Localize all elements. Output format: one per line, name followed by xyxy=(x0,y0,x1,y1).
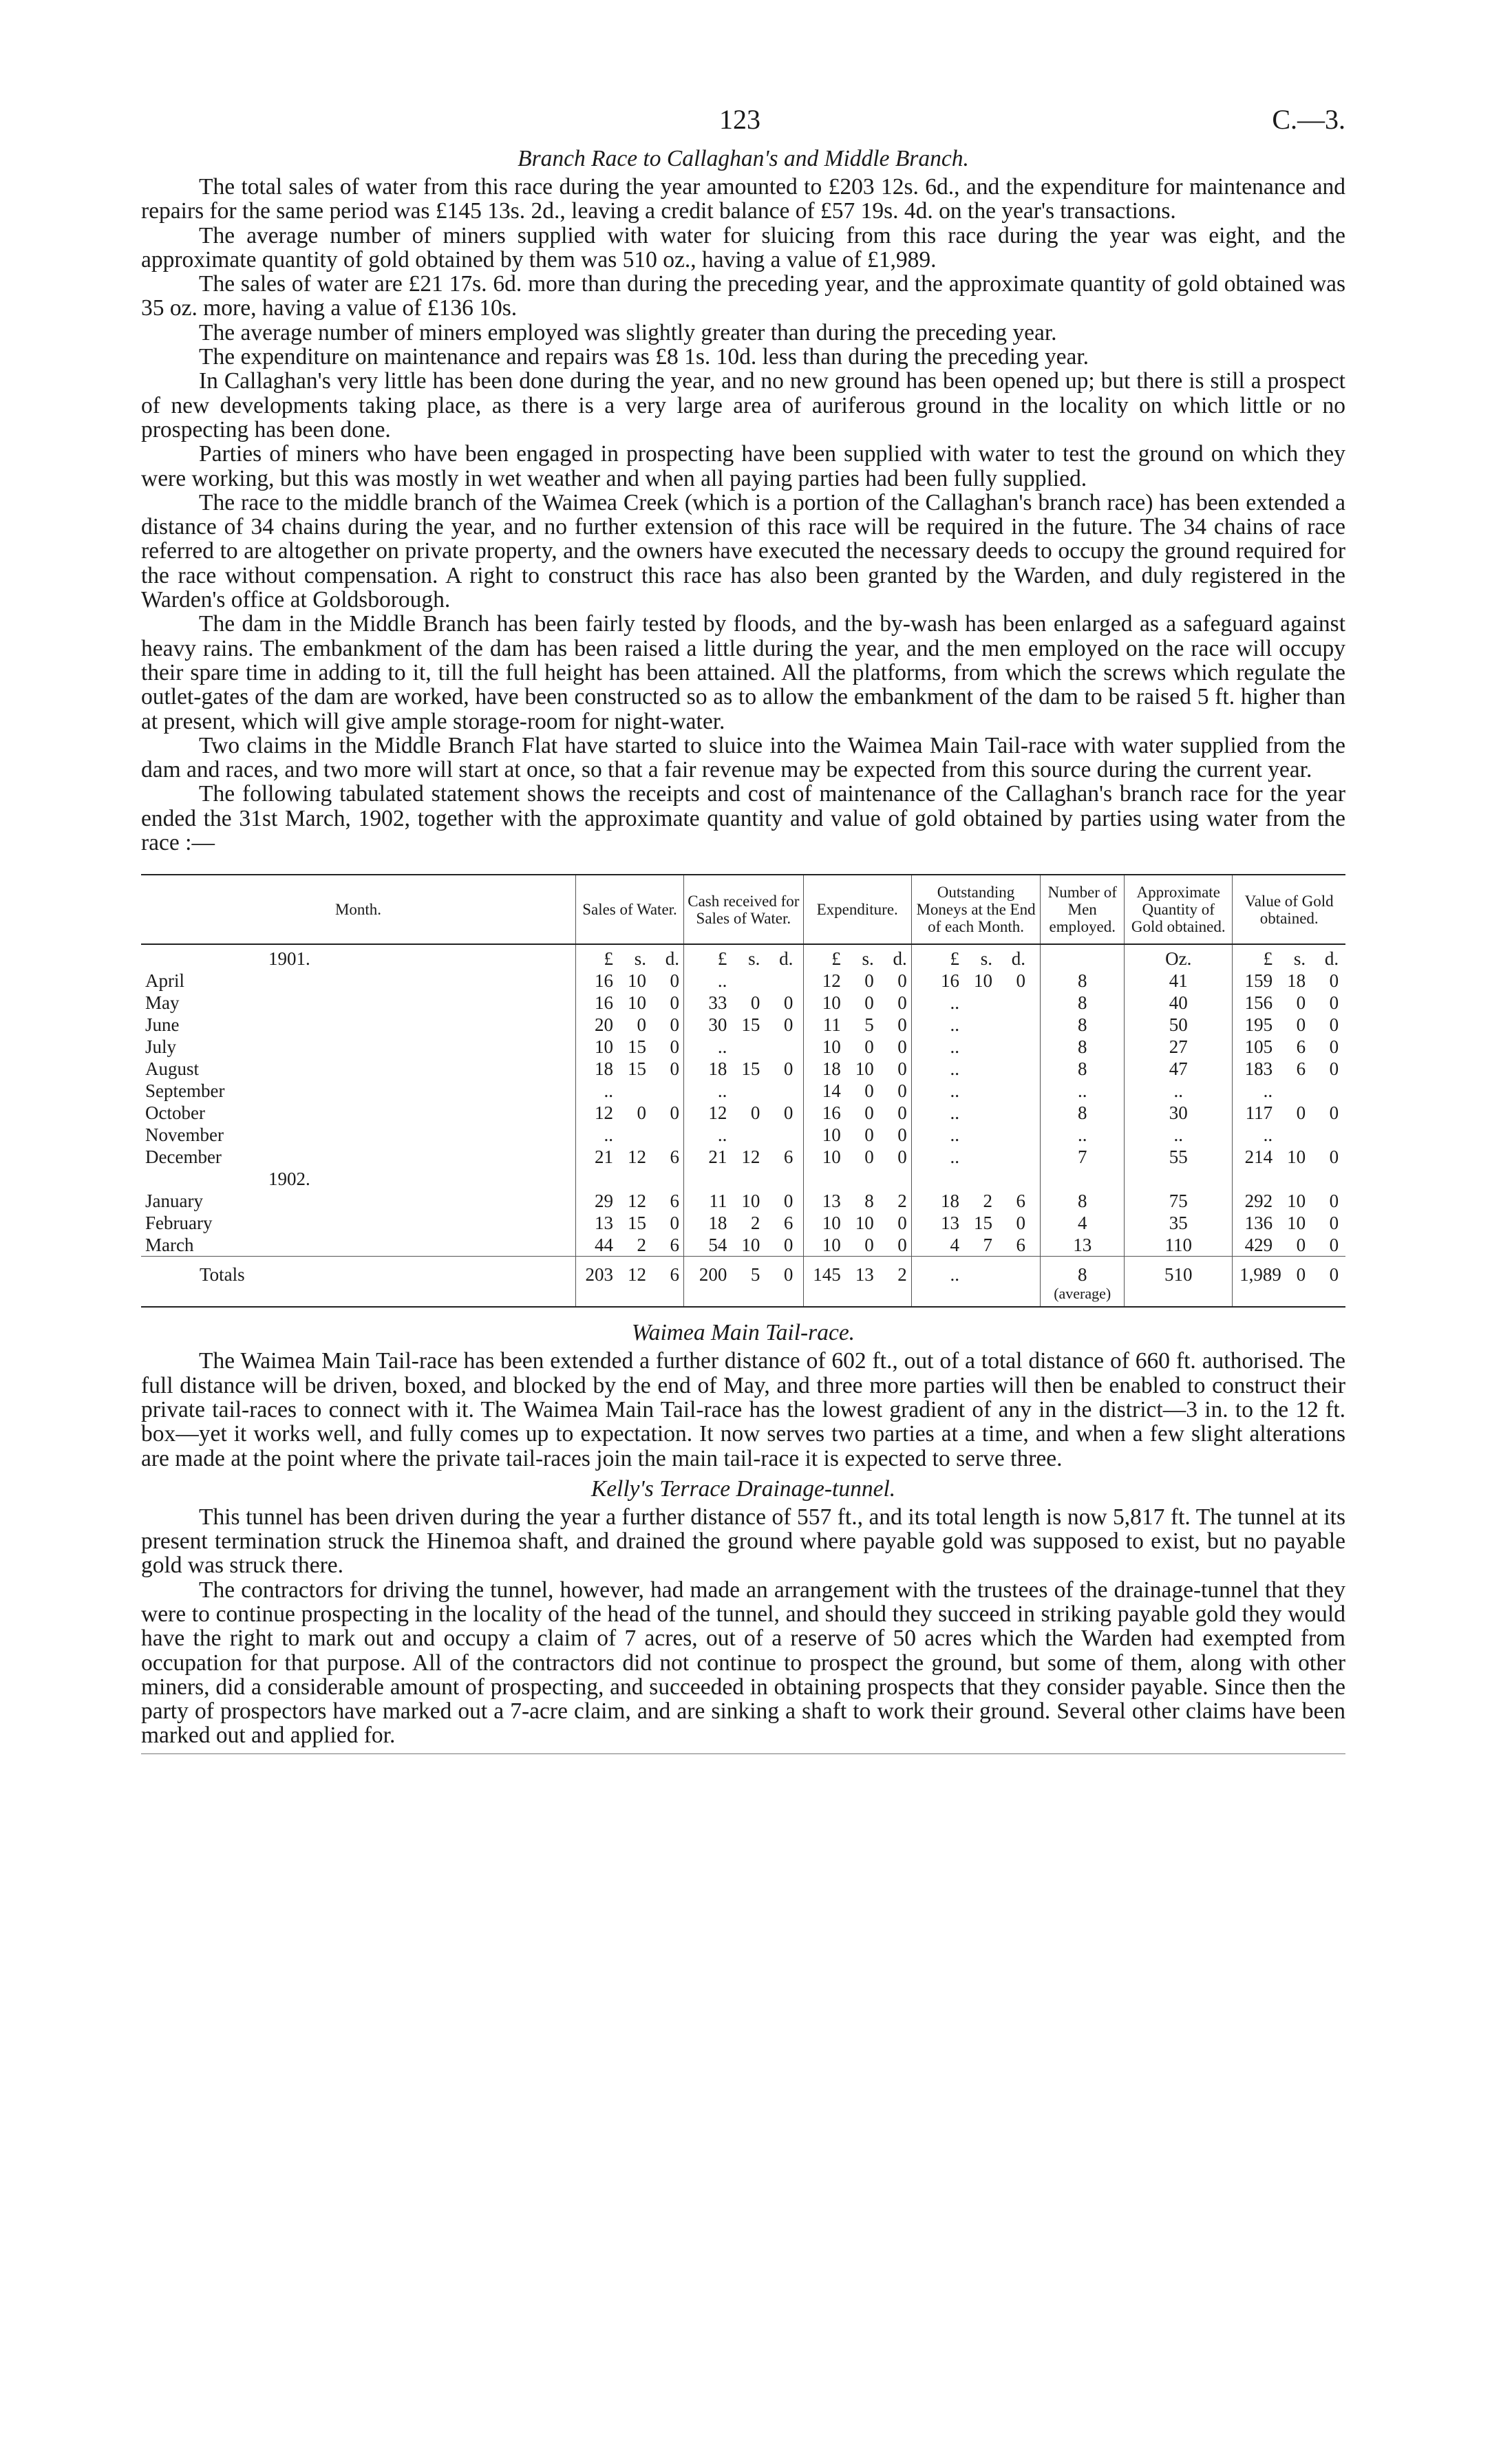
month-cell: February xyxy=(145,1213,213,1234)
men-cell: 7 xyxy=(1041,1146,1125,1168)
month-cell: January xyxy=(145,1191,203,1212)
men-cell: 8 xyxy=(1041,1058,1125,1080)
men-cell: 8 xyxy=(1041,992,1125,1014)
gold-qty-cell: 50 xyxy=(1125,1014,1233,1036)
men-cell: 13 xyxy=(1041,1234,1125,1257)
table-row: April 16 10 0 .. 12 0 0 16 10 0 8 41 159 18 0 xyxy=(141,970,1345,992)
gold-qty-cell: 110 xyxy=(1125,1234,1233,1257)
men-cell: 8 xyxy=(1041,1014,1125,1036)
paragraph: This tunnel has been driven during the year a further distance of 557 ft., and its total length is now 5,817 ft. The tunnel at its present termination struck the Hinemoa shaft, and drained the ground where payable gold was supposed to exist, but no payable gold was struck there. xyxy=(141,1504,1345,1579)
month-cell: May xyxy=(145,992,180,1014)
page xyxy=(141,103,1345,1754)
paragraph: The contractors for driving the tunnel, however, had made an arrangement with the trustees of the drainage-tunnel that they were to continue prospecting in the locality of the head of the tunnel, and should they succeed in striking payable gold they would have the right to mark out and occupy a claim of 7 acres, out of a reserve of 50 acres which the Warden had exempted from occupation for that purpose. All of the contractors did not continue to prospect the ground, but some of them, along with other miners, did a considerable amount of prospecting, and succeeded in obtaining prospects that they consider payable. Since then the party of prospectors have marked out a 7-acre claim, and are sinking a shaft to work their ground. Several other claims have been marked out and applied for. xyxy=(141,1577,1345,1749)
table-row: August 18 15 0 18 15 0 18 10 0 .. 8 47 183 6 0 xyxy=(141,1058,1345,1080)
month-cell: August xyxy=(145,1058,200,1080)
men-cell: 8 xyxy=(1041,1102,1125,1124)
gold-qty-cell: 40 xyxy=(1125,992,1233,1014)
paragraph: The dam in the Middle Branch has been fairly tested by floods, and the by-wash has been enlarged as a safeguard against heavy rains. The embankment of the dam has been raised a little during the year, and the men employed on the race will occupy their spare time in adding to it, till the full height has been attained. All the platforms, from which the screws which regulate the outlet-gates of the dam are worked, have been constructed so as to allow the embankment of the dam to be raised 5 ft. higher than at present, which will give ample storage-room for night-water. xyxy=(141,611,1345,734)
table-header-row xyxy=(141,875,1345,944)
men-cell: 8 (average) xyxy=(1041,1257,1125,1308)
gold-qty-cell: 75 xyxy=(1125,1190,1233,1212)
month-cell: November xyxy=(145,1124,224,1146)
men-cell: .. xyxy=(1041,1080,1125,1102)
table-row: January 29 12 6 11 10 0 13 8 2 18 2 6 8 75 292 10 0 xyxy=(141,1190,1345,1212)
gold-qty-cell: 30 xyxy=(1125,1102,1233,1124)
race-statement-table xyxy=(141,874,1345,1308)
col-expenditure: Expenditure. xyxy=(803,875,911,944)
men-cell: 8 xyxy=(1041,1190,1125,1212)
gold-qty-cell: 41 xyxy=(1125,970,1233,992)
men-cell: .. xyxy=(1041,1124,1125,1146)
gold-qty-cell: .. xyxy=(1125,1124,1233,1146)
year-label: 1902. xyxy=(268,1169,310,1190)
table-row: December 21 12 6 21 12 6 10 0 0 .. 7 55 214 10 0 xyxy=(141,1146,1345,1168)
month-cell: April xyxy=(145,970,184,992)
paragraph: The race to the middle branch of the Waimea Creek (which is a portion of the Callaghan's branch race) has been extended a distance of 34 chains during the year, and no further extension of this race will be required in the future. The 34 chains of race referred to are altogether on private property, and the owners have executed the necessary deeds to occupy the ground required for the race without compensation. A right to construct this race has also been granted by the Warden, and duly registered in the Warden's office at Goldsborough. xyxy=(141,489,1345,613)
month-cell: March xyxy=(145,1235,194,1256)
month-cell: September xyxy=(145,1080,225,1102)
gold-qty-cell: 55 xyxy=(1125,1146,1233,1168)
year-row xyxy=(141,1168,1345,1190)
table-row: September .. .. 14 0 0 .. .. .. .. xyxy=(141,1080,1345,1102)
paragraph: The following tabulated statement shows the receipts and cost of maintenance of the Callaghan's branch race for the year ended the 31st March, 1902, together with the approximate quantity and value of gold obtained by parties using water from the race :— xyxy=(141,781,1345,856)
month-cell: July xyxy=(145,1036,177,1058)
page-number: 123 xyxy=(719,104,760,135)
gold-qty-cell: 27 xyxy=(1125,1036,1233,1058)
month-cell: October xyxy=(145,1102,205,1124)
month-cell: December xyxy=(145,1147,222,1168)
table-row: May 16 10 0 33 0 0 10 0 0 .. 8 40 156 0 0 xyxy=(141,992,1345,1014)
col-sales: Sales of Water. xyxy=(576,875,684,944)
running-header xyxy=(141,103,1345,145)
table-row: October 12 0 0 12 0 0 16 0 0 .. 8 30 117 0 0 xyxy=(141,1102,1345,1124)
col-men: Number of Men employed. xyxy=(1041,875,1125,944)
gold-qty-cell: .. xyxy=(1125,1080,1233,1102)
paragraph: The average number of miners employed was slightly greater than during the preceding year. xyxy=(199,319,1057,345)
paragraph: The expenditure on maintenance and repairs was £8 1s. 10d. less than during the preceding year. xyxy=(199,344,1089,370)
col-outstanding: Outstanding Moneys at the End of each Month. xyxy=(911,875,1041,944)
men-cell: 8 xyxy=(1041,970,1125,992)
paragraph: The sales of water are £21 17s. 6d. more than during the preceding year, and the approximate quantity of gold obtained was 35 oz. more, having a value of £136 10s. xyxy=(141,271,1345,321)
men-cell: 4 xyxy=(1041,1212,1125,1234)
section-title: Branch Race to Callaghan's and Middle Branch. xyxy=(518,146,969,171)
table-row: March 44 2 6 54 10 0 10 0 0 4 7 6 13 110 429 0 0 xyxy=(141,1234,1345,1257)
col-gold-qty: Approximate Quantity of Gold obtained. xyxy=(1125,875,1233,944)
paragraph: Parties of miners who have been engaged in prospecting have been supplied with water to test the ground on which they were working, but this was mostly in wet weather and when all paying parties had been fully supplied. xyxy=(141,441,1345,491)
paragraph: In Callaghan's very little has been done during the year, and no new ground has been opened up; but there is still a prospect of new developments taking place, as there is a very large area of auriferous ground in the locality on which little or no prospecting has been done. xyxy=(141,368,1345,443)
table-row: February 13 15 0 18 2 6 10 10 0 13 15 0 4 35 136 10 0 xyxy=(141,1212,1345,1234)
paragraph: The Waimea Main Tail-race has been extended a further distance of 602 ft., out of a total distance of 660 ft. authorised. The full distance will be driven, boxed, and blocked by the end of May, and three more parties will then be enabled to construct their private tail-races to connect with it. The Waimea Main Tail-race has the lowest gradient of any in the district—3 in. to the 12 ft. box—yet it works well, and fully comes up to expectation. It now serves two parties at a time, and when a few slight alterations are made at the point where the private tail-races join the main tail-race it is expected to serve three. xyxy=(141,1348,1345,1471)
col-month: Month. xyxy=(141,875,576,944)
document-reference: C.—3. xyxy=(1272,104,1345,135)
section-title: Waimea Main Tail-race. xyxy=(631,1320,855,1346)
year-label: 1901. xyxy=(268,948,310,970)
gold-qty-cell: 47 xyxy=(1125,1058,1233,1080)
section-title: Kelly's Terrace Drainage-tunnel. xyxy=(590,1475,896,1502)
col-cash: Cash received for Sales of Water. xyxy=(684,875,804,944)
table-row: June 20 0 0 30 15 0 11 5 0 .. 8 50 195 0 0 xyxy=(141,1014,1345,1036)
gold-qty-cell: 510 xyxy=(1125,1257,1233,1308)
col-gold-value: Value of Gold obtained. xyxy=(1233,875,1345,944)
bottom-rule xyxy=(141,1751,1345,1754)
table-row: November .. .. 10 0 0 .. .. .. .. xyxy=(141,1124,1345,1146)
paragraph: The total sales of water from this race during the year amounted to £203 12s. 6d., and the expenditure for maintenance and repairs for the same period was £145 13s. 2d., leaving a credit balance of £57 19s. 4d. on the year's transactions. xyxy=(141,174,1345,224)
gold-qty-cell: 35 xyxy=(1125,1212,1233,1234)
men-cell: 8 xyxy=(1041,1036,1125,1058)
totals-label: Totals xyxy=(141,1257,576,1308)
paragraph: Two claims in the Middle Branch Flat have started to sluice into the Waimea Main Tail-race with water supplied from the dam and races, and two more will start at once, so that a fair revenue may be expected from this source during the current year. xyxy=(141,732,1345,783)
table-row: July 10 15 0 .. 10 0 0 .. 8 27 105 6 0 xyxy=(141,1036,1345,1058)
month-cell: June xyxy=(145,1014,180,1036)
units-row: 1901. £ s. d. £ s. d. £ s. d. £ s. d. Oz. £ s. d. xyxy=(141,944,1345,970)
paragraph: The average number of miners supplied with water for sluicing from this race during the year was eight, and the approximate quantity of gold obtained by them was 510 oz., having a value of £1,989. xyxy=(141,222,1345,273)
totals-row: Totals 203 12 6 200 5 0 145 13 2 .. 8 (average) 510 1,989 0 0 xyxy=(141,1257,1345,1308)
